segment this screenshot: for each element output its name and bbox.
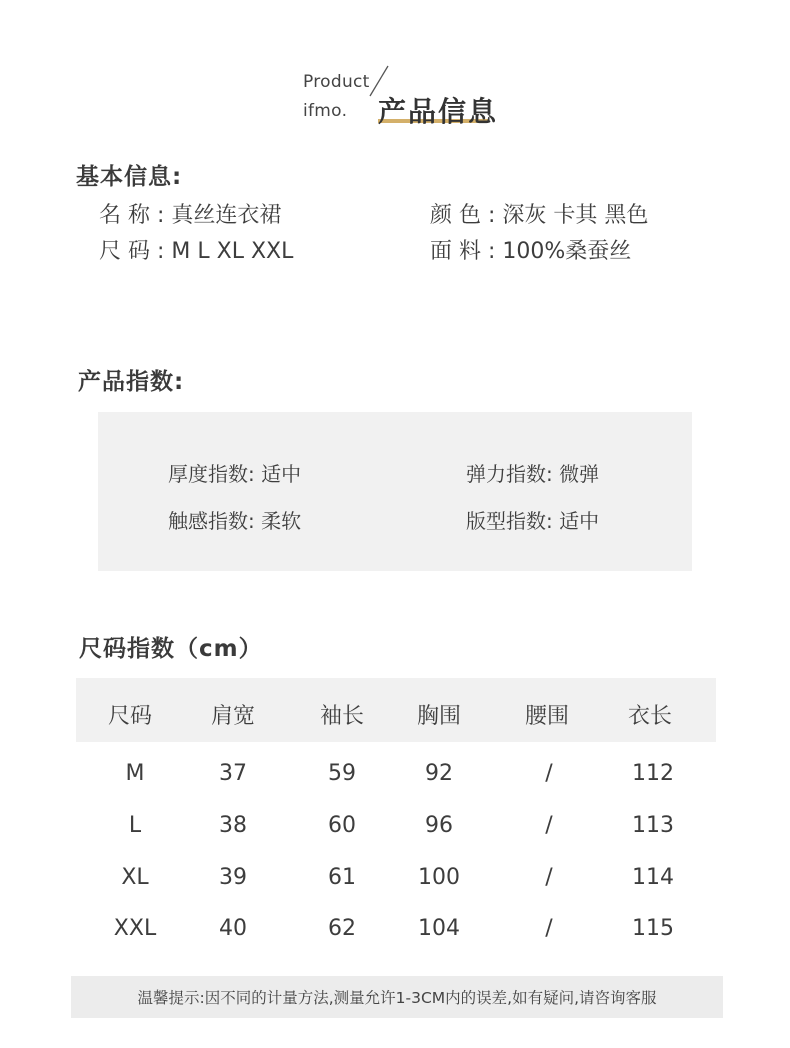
footer-note: 温馨提示:因不同的计量方法,测量允许1-3CM内的误差,如有疑问,请咨询客服: [137, 989, 657, 1007]
table-cell: XL: [121, 865, 149, 890]
table-cell: 40: [219, 916, 247, 941]
table-cell: XXL: [113, 916, 157, 941]
table-header-cell: 腰围: [524, 704, 569, 729]
index-elasticity: 弹力指数: 微弹: [466, 462, 600, 486]
table-header-cell: 尺码: [107, 704, 152, 729]
table-cell: 104: [418, 916, 460, 941]
table-header-cell: 肩宽: [210, 704, 255, 729]
table-cell: /: [545, 813, 553, 838]
table-cell: 61: [328, 865, 356, 890]
size-chart-heading: 尺码指数（cm）: [79, 636, 263, 662]
product-index-panel: [98, 412, 692, 571]
page-title: 产品信息: [378, 95, 499, 128]
basic-info-heading: 基本信息:: [76, 164, 183, 190]
table-cell: 100: [418, 865, 460, 890]
table-cell: 113: [632, 813, 674, 838]
info-name: 名 称 : 真丝连衣裙: [99, 203, 282, 228]
header-english-line-1: Product: [303, 72, 370, 92]
table-cell: 39: [219, 865, 247, 890]
table-cell: 96: [425, 813, 453, 838]
table-header-cell: 袖长: [319, 704, 364, 729]
info-fabric: 面 料 : 100%桑蚕丝: [430, 239, 632, 264]
info-size: 尺 码 : M L XL XXL: [99, 239, 294, 264]
table-cell: /: [545, 916, 553, 941]
table-cell: 114: [632, 865, 674, 890]
table-cell: /: [545, 865, 553, 890]
table-cell: 38: [219, 813, 247, 838]
index-fit: 版型指数: 适中: [466, 509, 600, 533]
table-cell: /: [545, 761, 553, 786]
table-cell: M: [125, 761, 145, 786]
table-cell: 92: [425, 761, 453, 786]
table-cell: 60: [328, 813, 356, 838]
table-cell: 112: [632, 761, 674, 786]
info-color: 颜 色 : 深灰 卡其 黑色: [430, 203, 649, 228]
table-cell: 115: [632, 916, 674, 941]
table-header-cell: 胸围: [416, 704, 461, 729]
table-cell: 62: [328, 916, 356, 941]
index-touch: 触感指数: 柔软: [168, 509, 302, 533]
header-english-line-2: ifmo.: [303, 101, 348, 121]
product-index-heading: 产品指数:: [78, 369, 185, 395]
table-cell: L: [128, 813, 142, 838]
table-cell: 37: [219, 761, 247, 786]
table-cell: 59: [328, 761, 356, 786]
index-thickness: 厚度指数: 适中: [168, 462, 302, 486]
table-header-cell: 衣长: [627, 704, 672, 729]
